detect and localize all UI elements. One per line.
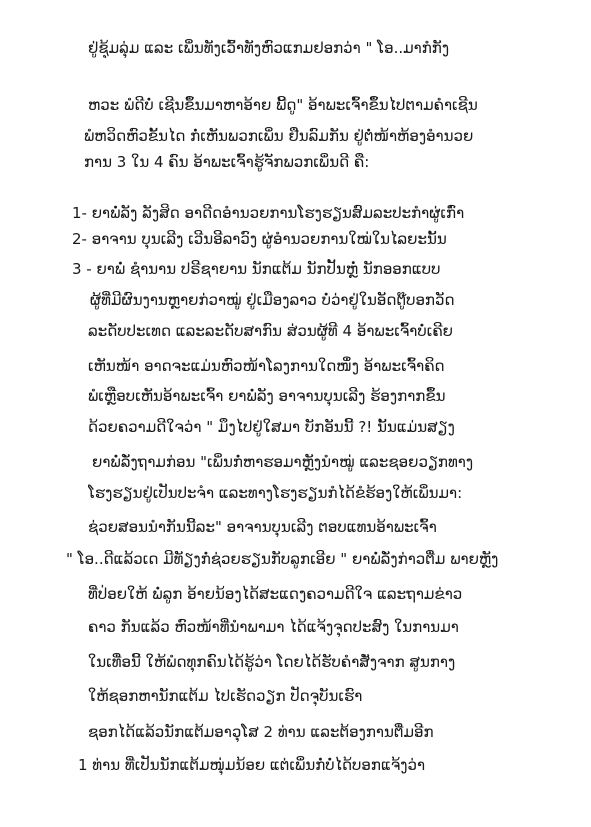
text-line: 3 - ຍາພໍ່ ຊໍານານ ປຣີຊາຍານ ນັກແຕ້ມ ນັກປັ້ນຫຼໍ່ ນັກອອກແບບ bbox=[72, 260, 441, 278]
text-line: 1 ທ່ານ ທີ່ເປັນນັກແຕ້ມໜຸ່ມນ້ອຍ ແຕ່ເພິ່ນກໍ່ບໍ່ໄດ້ບອກແຈ້ງວ່າ bbox=[78, 756, 426, 774]
text-line: ທີ່ປ່ອຍໃຫ້ ພໍ່ລູກ ອ້າຍນ້ອງໄດ້ສະແດງຄວາມດີໃຈ ແລະຖາມຂ່າວ bbox=[88, 585, 463, 603]
text-line: ຊ່ວຍສອນນໍາກັນນີ້ລະ" ອາຈານບຸນເລີງ ຕອບແທນອ້າພະເຈົ້າ bbox=[88, 518, 437, 536]
text-line: " ໂອ..ດີແລ້ວເດ ມີທັຽງກໍ່ຊ່ວຍຮຽນກັບລູກເອີຍ " ຍາພໍ່ລັ່ງກ່າວຕື່ມ ພາຍຫຼັງ bbox=[66, 550, 499, 568]
text-line: ຜູ້ທີ່ມີຜົນງານຫຼາຍກ່ວາໝູ່ ຢູ່ເມືອງລາວ ບໍ່ວ່າຢູ່ໃນອັດຕູ໊ບອກວັດ bbox=[90, 291, 455, 309]
text-line: ຍາພໍ່ລັ່ງຖາມກ່ອນ "ເພິ່ນກໍ່ຫາຮອມາຫຼັງນໍາໝູ່ ແລະຊອຍວຽກທາງ bbox=[92, 453, 474, 471]
text-line: ພໍຫວິດຫົວຂັ້ນໄດ ກໍ່ເຫັນພວກເພິ່ນ ຢືນລົມກັນ ຢູ່ຕໍ່ໜ້າຫ້ອງອໍານວຍ bbox=[84, 127, 474, 145]
text-line: 1- ຍາພໍ່ລັງ ລັງສິດ ອາດີດອໍານວຍການໂຮງຮຽນສົມລະປະກໍາຜູ່ເກົ່າ bbox=[72, 204, 465, 222]
text-line: ໃນເທື່ອນີ້ ໃຫ້ພໍດທຸກຄົນໄດ້ຮູ້ວ່າ ໂດຍໄດ້ຮັບຄໍາສັ່ງຈາກ ສູນກາງ bbox=[88, 653, 456, 671]
text-line: ໃຫ້ຊອກຫານັກແຕ້ມ ໄປເຮັດວຽກ ປັດຈຸບັນເຮົາ bbox=[88, 687, 363, 705]
text-line: ໂຮງຮຽນຢູ່ເປັນປະຈໍາ ແລະທາງໂຮງຮຽນກໍໄດ້ຂໍຮ້ອງໃຫ້ເພິ່ນມາ: bbox=[88, 484, 463, 502]
text-line: ເຫັນໜ້າ ອາດຈະແມ່ນຫົວໜ້າໂລງການໃດໜຶ່ງ ອ້າພະເຈົ້າຄິດ bbox=[88, 357, 445, 375]
text-line: ຫວະ ພໍດີບໍ່ ເຊີນຂຶ້ນມາຫາອ້າຍ ພີ້ດູ" ອ້າພະເຈົ້າຂຶ້ນໄປຕາມຄໍາເຊີນ bbox=[88, 96, 478, 114]
text-line: ຢູ່ຊຸ້ມລຸ່ມ ແລະ ເພິ່ນທັງເວົ້າທັງຫົວແກມຢອກວ່າ " ໂອ..ມາກໍກັງ bbox=[88, 39, 450, 57]
text-line: ຊອກໄດ້ແລ້ວນັກແຕ້ມອາວຸໂສ 2 ທ່ານ ແລະຕ້ອງການຕື່ມອີກ bbox=[88, 723, 434, 741]
text-line: ຄາວ ກັນແລ້ວ ຫົວໜ້າທີ່ນໍາພາມາ ໄດ້ແຈ້ງຈຸດປະສົງ ໃນການມາ bbox=[88, 618, 459, 636]
text-line: ການ 3 ໃນ 4 ຄົນ ອ້າພະເຈົ້າຮູ້ຈັກພວກເພິ່ນດີ ຄື: bbox=[84, 153, 370, 171]
text-line: ພໍເຫຼືອບເຫັນອ້າພະເຈົ້າ ຍາພໍ່ລັງ ອາຈານບຸນເລີງ ຮ້ອງກາກຂຶ້ນ bbox=[88, 387, 446, 405]
text-line: 2- ອາຈານ ບຸນເລີງ ເວີນອີລາວົງ ຜູ່ອໍານວຍການໃໝ່ໃນໄລຍະນັ້ນ bbox=[72, 230, 447, 248]
text-line: ດ້ວຍຄວາມດີໃຈວ່າ " ມຶງໄປຢູ່ໃສມາ ບັກອັນນີ້ ?! ນັ້ນແມ່ນສຽງ bbox=[88, 418, 455, 436]
text-line: ລະດັບປະເທດ ແລະລະດັບສາກົນ ສ່ວນຜູ້ທີ 4 ອ້າພະເຈົ້າບໍ່ເຄີຍ bbox=[88, 322, 453, 340]
